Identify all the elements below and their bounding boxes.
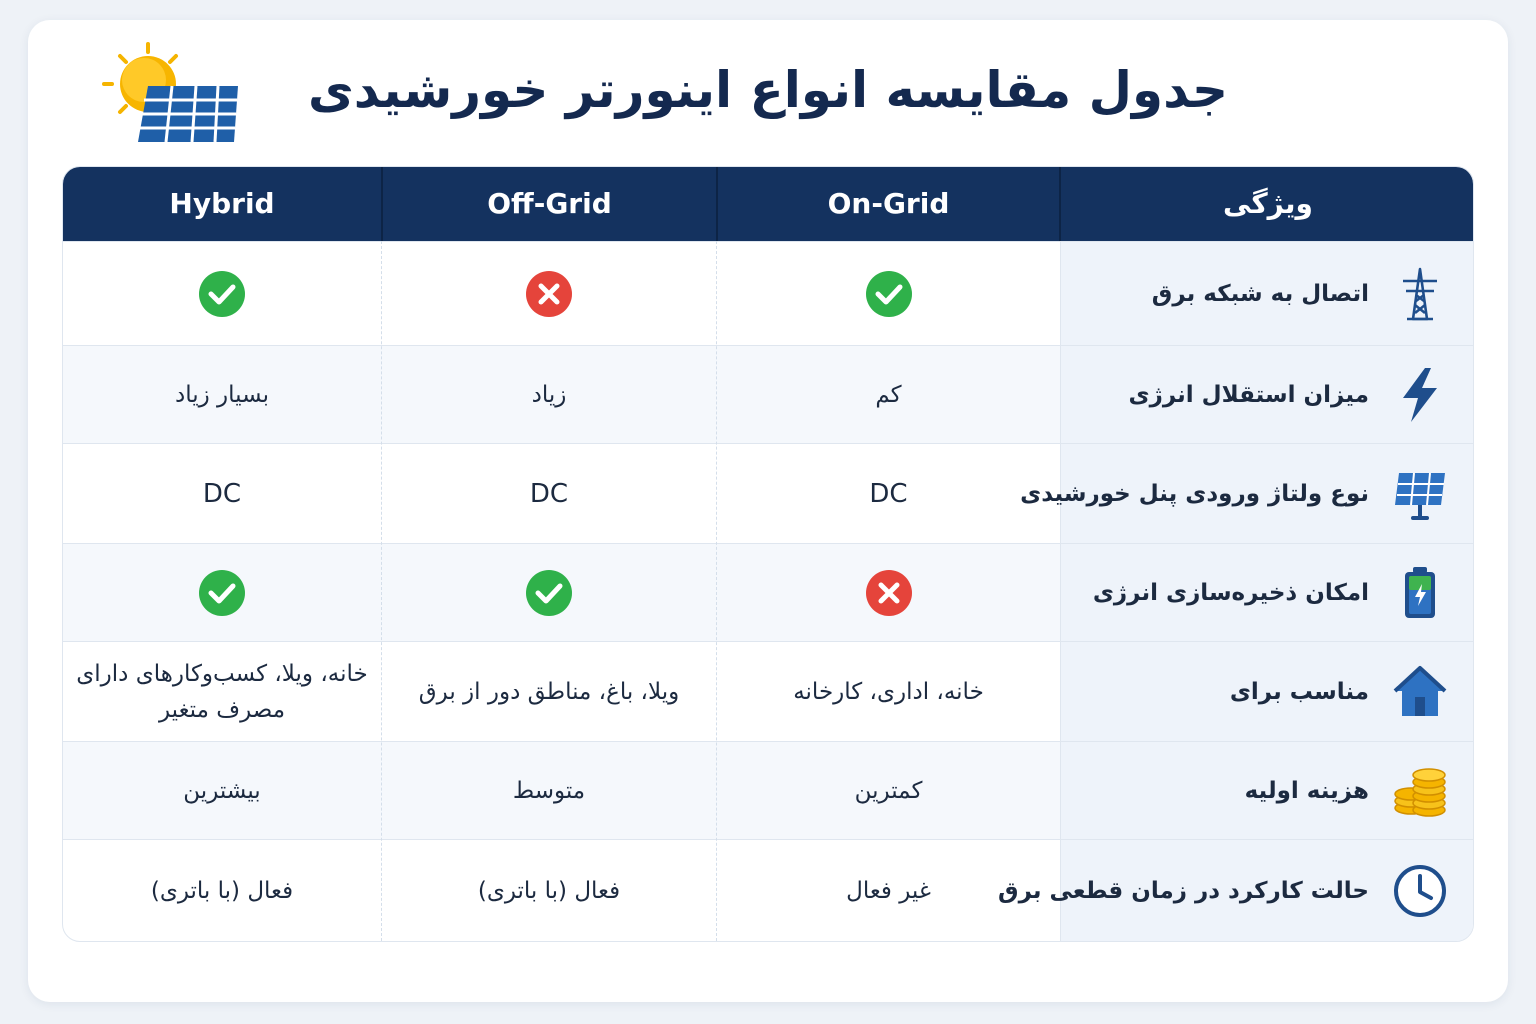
cell-on-grid (717, 242, 1060, 345)
cell-value: خانه، اداری، کارخانه (793, 678, 984, 705)
cell-value: فعال (با باتری) (150, 877, 294, 904)
column-divider (716, 241, 717, 941)
cell-hybrid (63, 642, 381, 741)
clock-icon (1391, 862, 1449, 920)
cell-off-grid (382, 840, 716, 941)
cell-off-grid (382, 742, 716, 839)
cross-icon (865, 569, 913, 617)
cell-on-grid (717, 742, 1060, 839)
cell-hybrid (63, 242, 381, 345)
cell-value: کمترین (854, 777, 923, 804)
table-row (63, 443, 1474, 543)
lightning-bolt-icon (1391, 366, 1449, 424)
table-row (63, 839, 1474, 941)
feature-label: حالت کارکرد در زمان قطعی برق (998, 877, 1369, 904)
solar-panel-icon (1391, 465, 1449, 523)
feature-label: امکان ذخیره‌سازی انرژی (1092, 579, 1369, 606)
cell-hybrid (63, 444, 381, 543)
table-header (63, 167, 1474, 241)
header-feature: ویژگی (1223, 187, 1313, 220)
cell-value: ویلا، باغ، مناطق دور از برق (418, 678, 680, 705)
feature-label: مناسب برای (1229, 678, 1369, 705)
cell-value: غیر فعال (846, 877, 931, 904)
feature-cell (1060, 544, 1474, 641)
check-icon (198, 569, 246, 617)
header-hybrid: Hybrid (169, 187, 275, 220)
table-row (63, 345, 1474, 443)
cell-value: فعال (با باتری) (477, 877, 621, 904)
cell-value: DC (869, 478, 908, 509)
cell-off-grid (382, 346, 716, 443)
table-row (63, 543, 1474, 641)
cell-value: بسیار زیاد (174, 381, 270, 408)
check-icon (198, 270, 246, 318)
check-icon (865, 270, 913, 318)
cell-off-grid (382, 544, 716, 641)
cell-on-grid (717, 840, 1060, 941)
table-row (63, 241, 1474, 345)
header-off-grid: Off-Grid (487, 187, 612, 220)
cell-value: کم (875, 381, 902, 408)
feature-label: هزینه اولیه (1244, 777, 1369, 804)
column-divider (381, 241, 382, 941)
cell-on-grid (717, 444, 1060, 543)
table-row (63, 741, 1474, 839)
cell-on-grid (717, 642, 1060, 741)
cell-off-grid (382, 642, 716, 741)
page-title: جدول مقایسه انواع اینورتر خورشیدی (307, 61, 1229, 119)
cell-value: بیشترین (183, 777, 261, 804)
cell-hybrid (63, 346, 381, 443)
cell-on-grid (717, 544, 1060, 641)
house-icon (1391, 663, 1449, 721)
feature-cell (1060, 742, 1474, 839)
feature-label: اتصال به شبکه برق (1151, 280, 1369, 307)
feature-label: میزان استقلال انرژی (1128, 381, 1369, 408)
feature-label: نوع ولتاژ ورودی پنل خورشیدی (1020, 480, 1369, 507)
table-row (63, 641, 1474, 741)
check-icon (525, 569, 573, 617)
feature-cell (998, 840, 1474, 941)
cell-off-grid (382, 444, 716, 543)
cell-hybrid (63, 742, 381, 839)
cell-value: زیاد (531, 381, 567, 408)
feature-cell (1060, 346, 1474, 443)
cell-off-grid (382, 242, 716, 345)
cell-on-grid (717, 346, 1060, 443)
cell-hybrid (63, 544, 381, 641)
comparison-table (62, 166, 1474, 942)
feature-cell (1060, 642, 1474, 741)
power-tower-icon (1391, 265, 1449, 323)
coins-icon (1391, 762, 1449, 820)
cross-icon (525, 270, 573, 318)
battery-icon (1391, 564, 1449, 622)
cell-value: DC (202, 478, 242, 509)
cell-hybrid (63, 840, 381, 941)
cell-value: DC (529, 478, 569, 509)
cell-value: خانه، ویلا، کسب‌وکارهای دارای مصرف متغیر (76, 660, 368, 723)
feature-cell (1020, 444, 1474, 543)
header-on-grid: On-Grid (827, 187, 950, 220)
feature-cell (1060, 242, 1474, 345)
cell-value: متوسط (512, 777, 586, 804)
